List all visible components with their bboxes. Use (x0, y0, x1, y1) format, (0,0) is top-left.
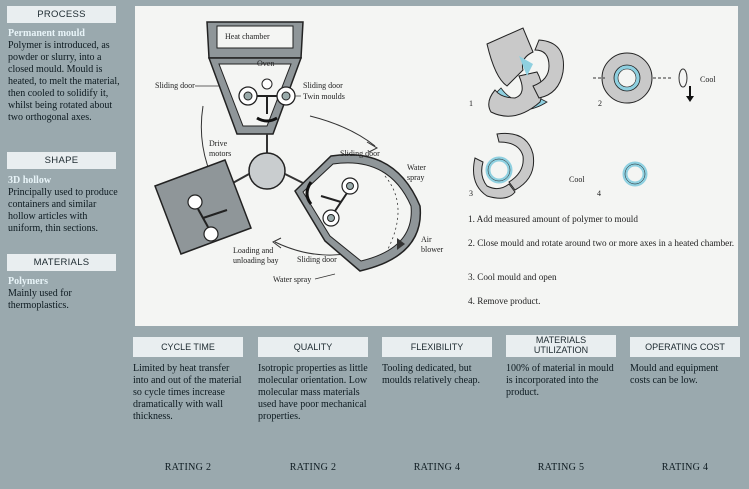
flexibility-column (382, 337, 492, 387)
cycle-time-column (133, 337, 243, 423)
process-title: Permanent mould (8, 28, 85, 39)
step-text: 3. Cool mould and open (468, 272, 557, 282)
rating: RATING 4 (413, 462, 461, 473)
step-4-figure (625, 164, 645, 184)
materials-title: Polymers (8, 276, 48, 287)
materials-heading: MATERIALS (7, 254, 116, 271)
cool-label: Cool (700, 75, 716, 84)
drive-motor (231, 134, 305, 189)
blower-label: blower (421, 245, 444, 254)
cool-label: Cool (569, 175, 585, 184)
heading-line: MATERIALS (535, 335, 587, 345)
materials-utilization-text: 100% of material in mould is incorporated into the product. (506, 363, 614, 398)
shape-body: Principally used to produce containers and similar hollow articles with uniform, thin sections. (8, 187, 118, 234)
materials-utilization-heading (506, 335, 616, 357)
shape-heading: SHAPE (7, 152, 116, 169)
sliding-door-label: Sliding door (155, 81, 195, 90)
step-number: 3 (469, 189, 473, 198)
loading-bay (155, 160, 251, 254)
quality-text: Isotropic properties as little molecular orientation. Low molecular mass materials used have poor mechanical properties. (258, 363, 368, 422)
air-label: Air (421, 235, 432, 244)
process-body: Polymer is introduced, as powder or slurry, into a closed mould. Mould is heated, to melt the material, then cooled to solidify it, whilst being rotated about two orthogonal axes. (8, 40, 120, 123)
water-label: Water (407, 163, 426, 172)
operating-cost-column (630, 337, 740, 387)
heading-line: UTILIZATION (533, 345, 589, 355)
motors-label: motors (209, 149, 232, 158)
water-spray-label: Water spray (273, 275, 312, 284)
drive-label: Drive (209, 139, 228, 148)
step-number: 4 (597, 189, 601, 198)
quality-column (258, 337, 368, 423)
step-1-figure (487, 28, 564, 116)
flexibility-heading: FLEXIBILITY (382, 337, 492, 357)
oven-label: Oven (257, 59, 275, 68)
step-text: 2. Close mould and rotate around two or more axes in a heated chamber. (468, 238, 735, 248)
rating: RATING 2 (289, 462, 337, 473)
step-number: 1 (469, 99, 473, 108)
rating: RATING 5 (537, 462, 585, 473)
rating: RATING 4 (661, 462, 709, 473)
loading-label: Loading and (233, 246, 274, 255)
materials-body: Mainly used for thermoplastics. (8, 288, 72, 311)
rating: RATING 2 (164, 462, 212, 473)
twin-moulds-label: Twin moulds (303, 92, 345, 101)
rotation-arrow-right (310, 116, 375, 146)
cycle-time-text: Limited by heat transfer into and out of the material so cycle times increase dramatically with wall thickness. (133, 363, 242, 422)
shape-title: 3D hollow (8, 175, 52, 186)
sliding-door-label: Sliding door (303, 81, 343, 90)
spray-label: spray (407, 173, 425, 182)
cycle-time-heading: CYCLE TIME (133, 337, 243, 357)
sliding-door-label: Sliding door (297, 255, 337, 264)
quality-heading: QUALITY (258, 337, 368, 357)
operating-cost-text: Mould and equipment costs can be low. (630, 363, 719, 386)
unloading-label: unloading bay (233, 256, 279, 265)
step-number: 2 (598, 99, 602, 108)
sidebar (0, 0, 128, 489)
materials-utilization-column (506, 335, 616, 399)
heat-chamber-label: Heat chamber (225, 32, 270, 41)
flexibility-text: Tooling dedicated, but moulds relatively cheap. (382, 363, 481, 386)
operating-cost-heading: OPERATING COST (630, 337, 740, 357)
step-text: 4. Remove product. (468, 296, 541, 306)
step-3-figure (474, 133, 534, 198)
process-heading: PROCESS (7, 6, 116, 23)
sliding-door-label: Sliding door (340, 149, 380, 158)
step-text: 1. Add measured amount of polymer to mould (468, 214, 638, 224)
step-2-figure (593, 53, 694, 103)
